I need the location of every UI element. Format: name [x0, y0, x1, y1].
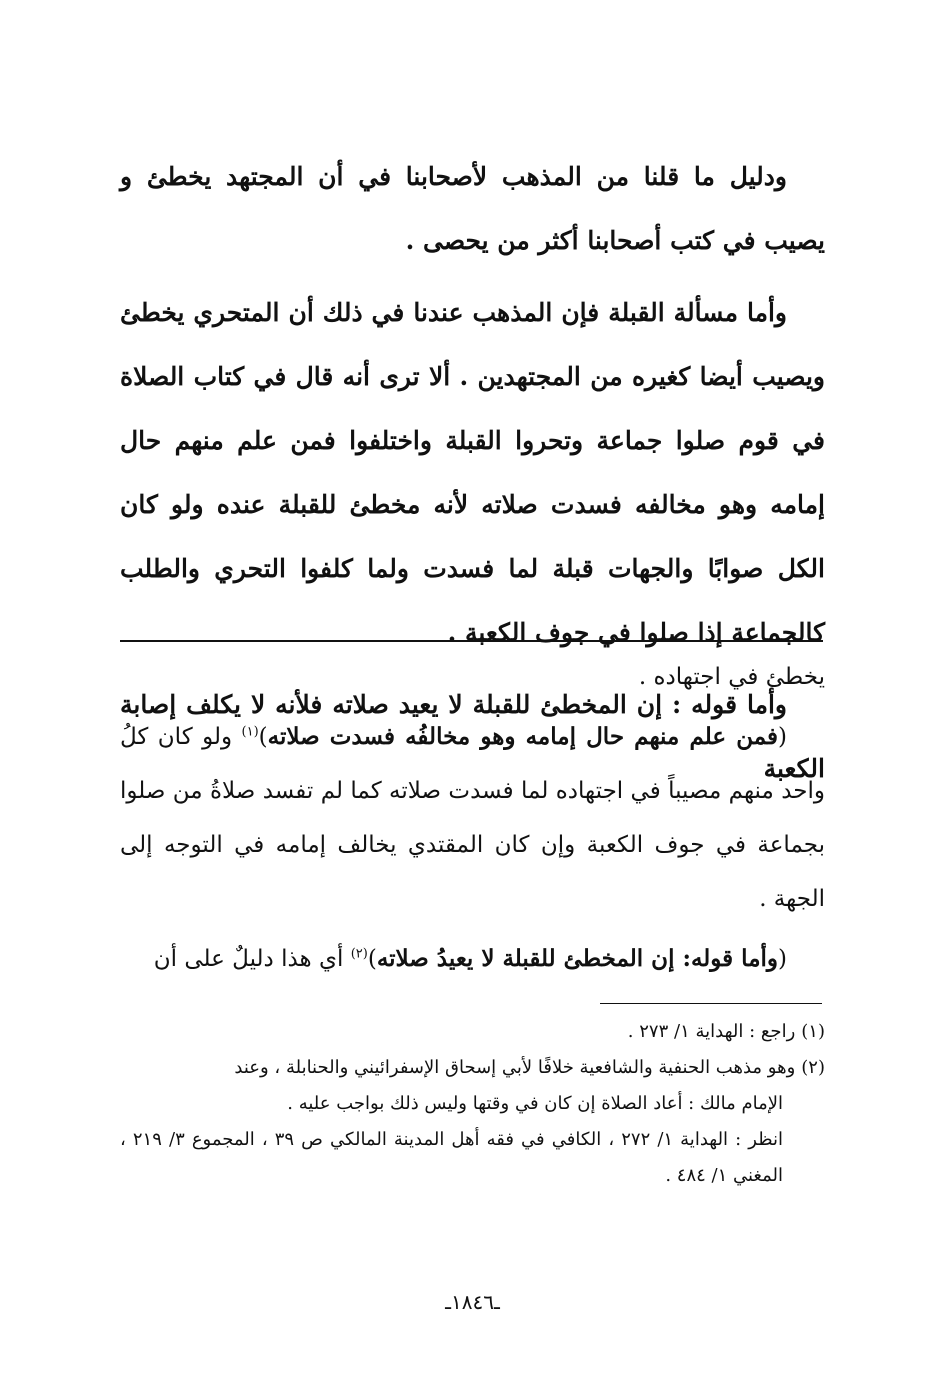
footnote-2-number: (٢): [801, 1057, 825, 1078]
open-paren: (: [778, 946, 787, 972]
footnote-1-number: (١): [801, 1021, 825, 1042]
footnote-ref-1: (١): [241, 724, 259, 740]
commentary-text-3: أي هذا دليلٌ على أن: [153, 946, 351, 972]
commentary-text-2: ولو كان كلُ واحد منهم مصيباً في اجتهاده لما فسدت صلاته كما لم تفسد صلاةُ من صلوا بجماعة في جوف الكعبة وإن كان المقتدي يخالف إمامه في التوجه إلى الجهة .: [120, 724, 825, 912]
close-paren: ): [367, 946, 377, 972]
footnote-1-text: راجع : الهداية ١/ ٢٧٣ .: [627, 1021, 796, 1042]
footnote-separator: [600, 1003, 822, 1004]
open-paren: (: [778, 724, 787, 750]
footnote-2: [120, 1050, 825, 1086]
commentary-paragraph-3: [120, 932, 825, 986]
commentary-quote-2: وأما قوله: إن المخطئ للقبلة لا يعيدُ صلاته: [376, 945, 779, 972]
footnote-ref-2: (٢): [350, 946, 368, 962]
footnotes: [120, 1014, 825, 1194]
commentary-paragraph-2: [120, 710, 825, 926]
page-number: ـ١٨٤٦ـ: [445, 1290, 500, 1314]
commentary-quote-1: فمن علم منهم حال إمامه وهو مخالفُه فسدت صلاته: [267, 723, 779, 750]
footnote-1: [120, 1014, 825, 1050]
close-paren: ): [258, 724, 268, 750]
main-paragraph-2: وأما مسألة القبلة فإن المذهب عندنا في ذلك أن المتحري يخطئ ويصيب أيضا كغيره من المجتهدين . ألا ترى أنه قال في كتاب الصلاة في قوم صلوا جماعة وتحروا القبلة واختلفوا فمن علم منهم حال إمامه وهو مخالفه فسدت صلاته لأنه مخطئ للقبلة عنده ولو كان الكل صوابًا والجهات قبلة لما فسدت ولما كلفوا التحري والطلب كالجماعة إذا صلوا في جوف الكعبة .: [120, 298, 825, 647]
main-text-separator: [120, 640, 823, 642]
commentary: [120, 650, 825, 986]
main-paragraph-3: وأما قوله : إن المخطئ للقبلة لا يعيد صلاته فلأنه لا يكلف إصابة الكعبة: [120, 690, 825, 783]
main-paragraph-1: ودليل ما قلنا من المذهب لأصحابنا في أن المجتهد يخطئ و يصيب في كتب أصحابنا أكثر من يحصى .: [120, 162, 825, 255]
footnote-2-continuation-2: انظر : الهداية ١/ ٢٧٢ ، الكافي في فقه أهل المدينة المالكي ص ٣٩ ، المجموع ٣/ ٢١٩ ، المغني ١/ ٤٨٤ .: [120, 1129, 783, 1186]
footnote-2-text: وهو مذهب الحنفية والشافعية خلافًا لأبي إسحاق الإسفرائيني والحنابلة ، وعند: [234, 1057, 796, 1078]
commentary-line-1: يخطئ في اجتهاده .: [638, 664, 825, 690]
footnote-2-continuation-1: الإمام مالك : أعاد الصلاة إن كان في وقتها وليس ذلك بواجب عليه .: [287, 1093, 783, 1114]
